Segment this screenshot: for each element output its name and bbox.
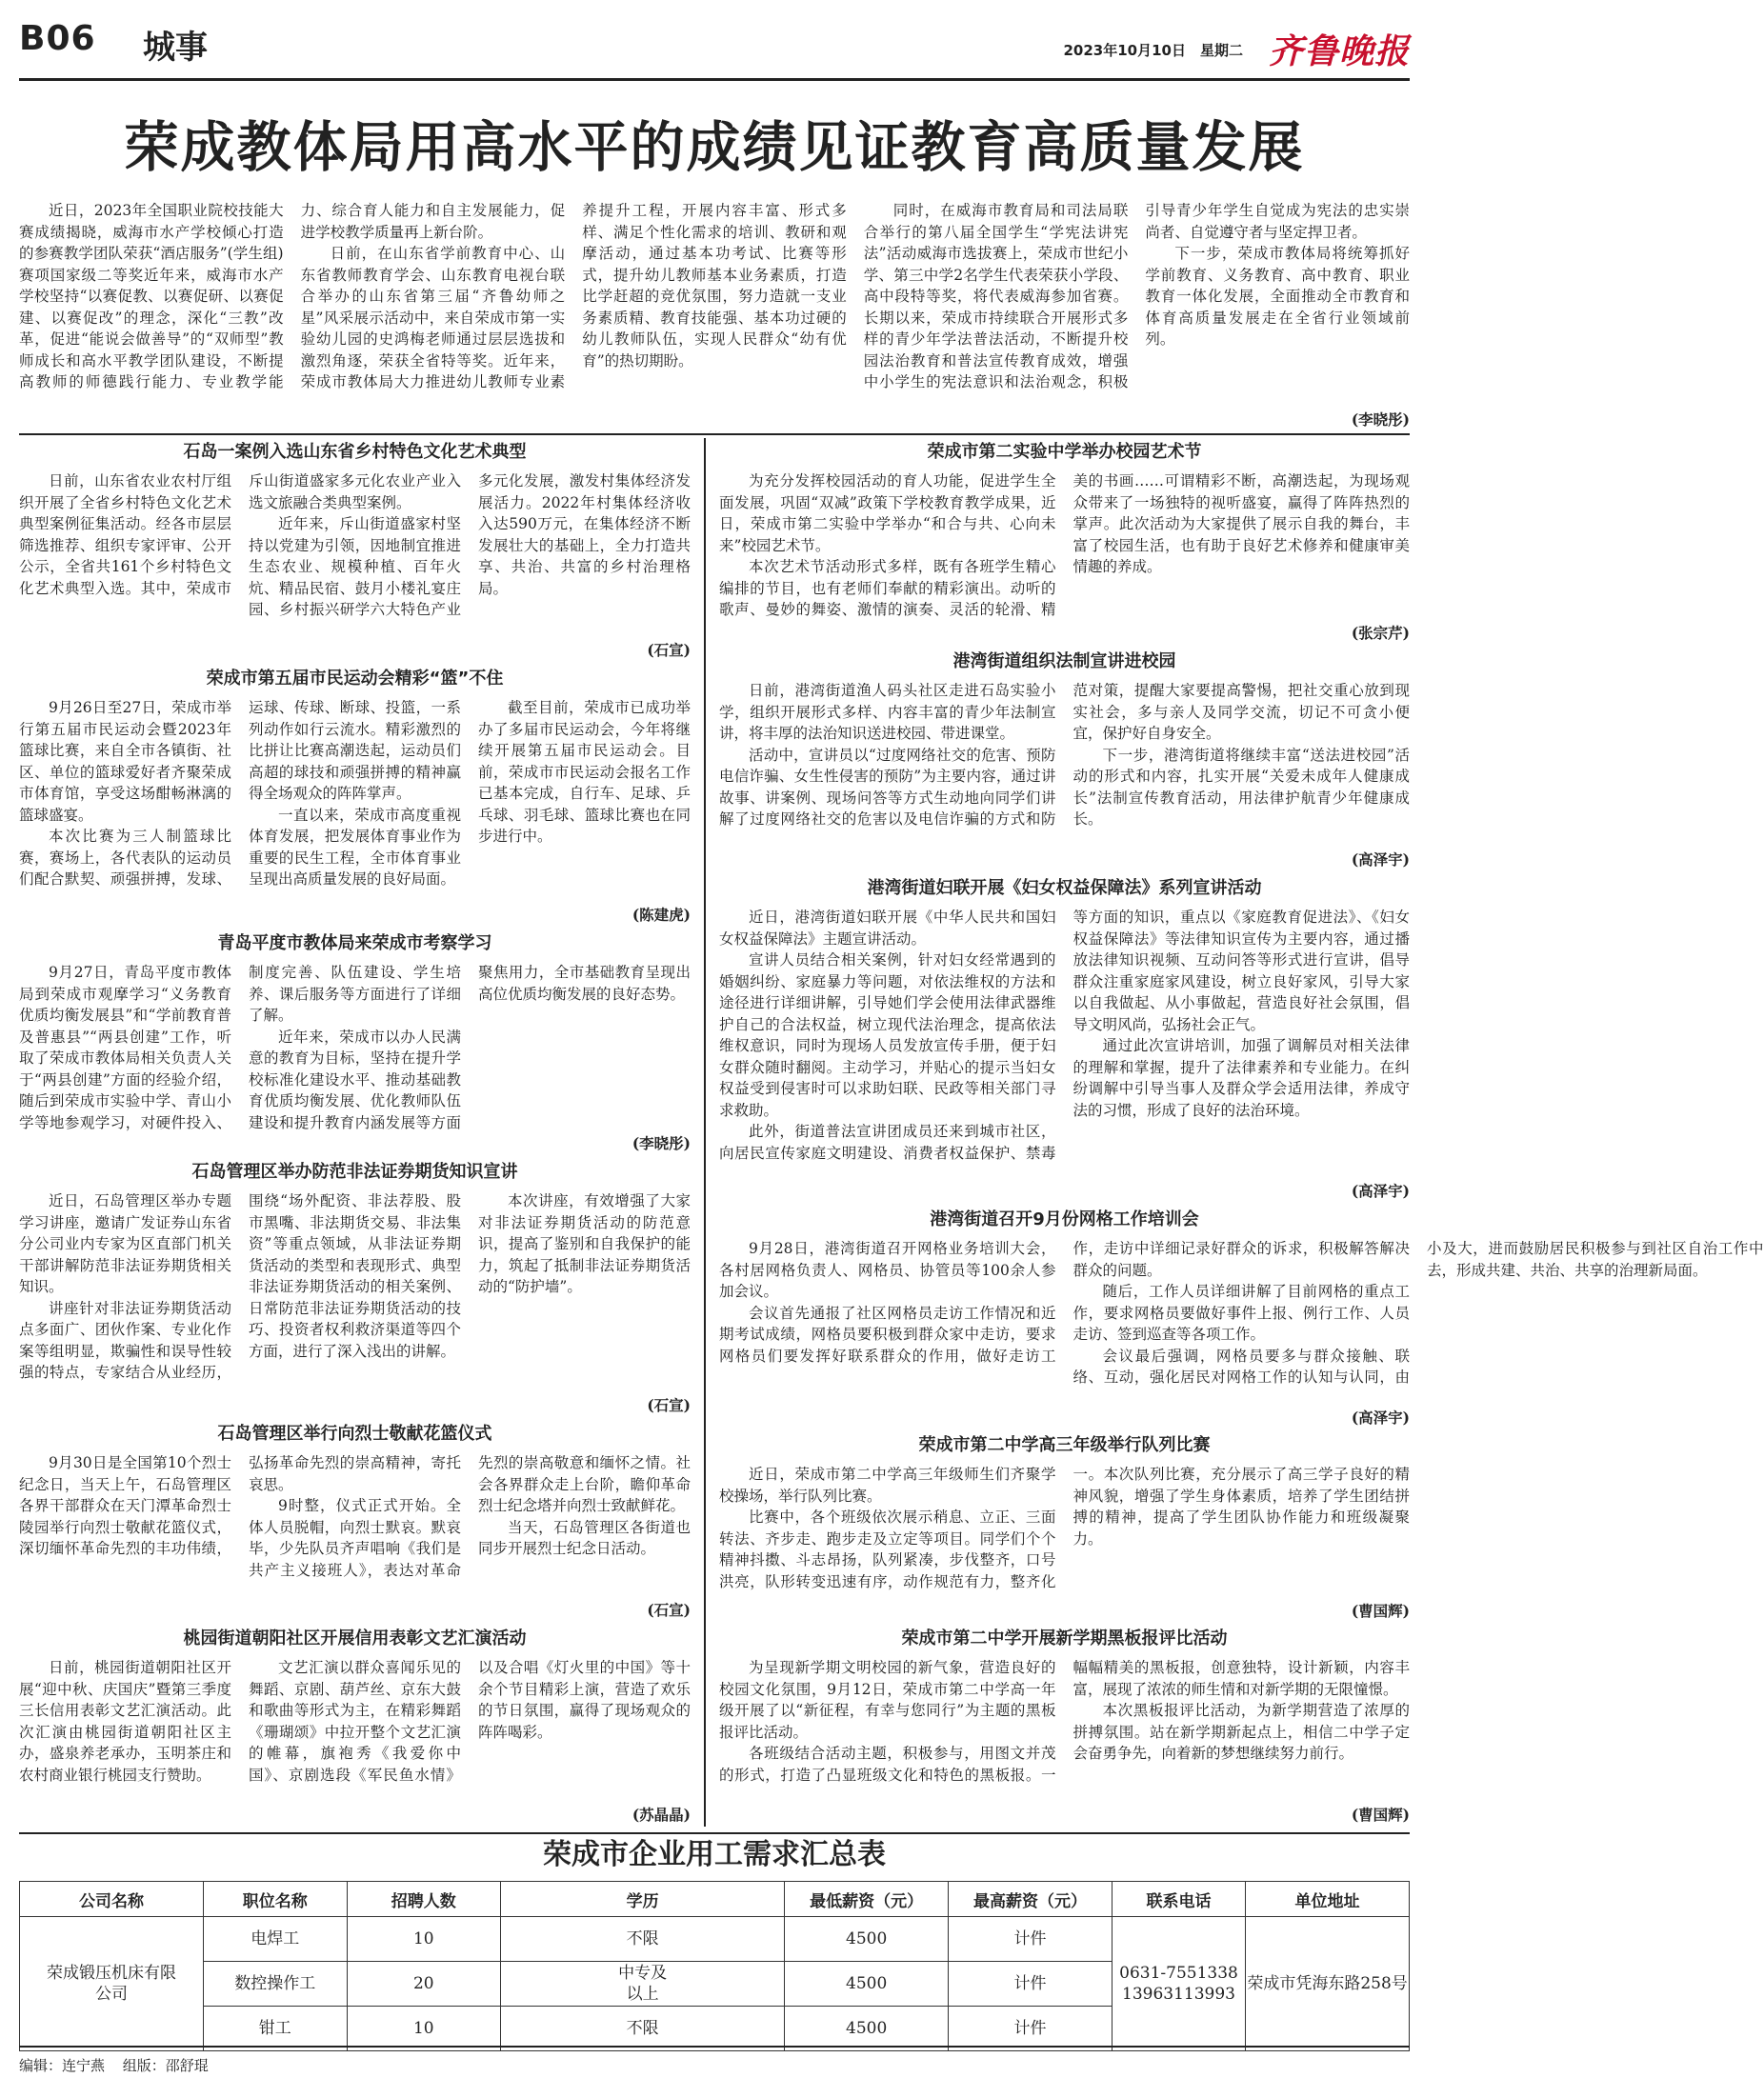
article-author: (李晓彤)	[1351, 410, 1410, 429]
paragraph: 随后，工作人员详细讲解了目前网格的重点工作，要求网格员要做好事件上报、例行工作、人员走访、签到巡查等各项工作。	[1072, 1283, 1410, 1343]
article-title: 港湾街道召开9月份网格工作培训会	[930, 1209, 1199, 1229]
column-header: 职位名称	[203, 1882, 347, 1917]
position-name: 数控操作工	[203, 1962, 347, 2007]
article-author: (曹国辉)	[1351, 1806, 1410, 1824]
article-title: 青岛平度市教体局来荣成市考察学习	[217, 933, 492, 953]
paragraph: 文艺汇演以群众喜闻乐见的舞蹈、京剧、葫芦丝、京东大鼓和歌曲等形式为主，在精彩舞蹈《珊瑚颂》中拉开整个文艺汇演的帷幕，旗袍秀《我爱你中国》、京剧选段《军民鱼水情》以及合唱《灯火里的中国》等十余个节目精彩上演，营造了欢乐的节日氛围，赢得了现场观众的阵阵喝彩。	[249, 1659, 691, 1784]
paragraph: 活动中，宣讲员以“过度网络社交的危害、预防电信诈骗、女生性侵害的预防”为主要内容，通过讲故事、讲案例、现场问答等方式生动地向同学们讲解了过度网络社交的危害以及电信诈骗的方式和防范对策，提醒大家要提高警惕，把社交重心放到现实社会，多与亲人及同学交流，切记不可贪小便宜，保护好自身安全。	[719, 682, 1410, 828]
paragraph: 9时整，仪式正式开始。全体人员脱帽，向烈士默哀。默哀毕，少先队员齐声唱响《我们是共产主义接班人》，表达对革命先烈的崇高敬意和缅怀之情。社会各界群众走上台阶，瞻仰革命烈士纪念塔并向烈士致献鲜花。	[249, 1454, 691, 1579]
article	[19, 931, 691, 1155]
article	[19, 1627, 691, 1827]
paragraph: 此外，街道普法宣讲团成员还来到城市社区，向居民宣传家庭文明建设、消费者权益保护、禁毒等方面的知识，重点以《家庭教育促进法》、《妇女权益保障法》等法律知识宣传为主要内容，通过播放法律知识视频、互动问答等形式进行宣讲，倡导群众注重家庭家风建设，树立良好家风，引导大家以自我做起、从小事做起，营造良好社会氛围，倡导文明风尚，弘扬社会正气。	[719, 909, 1410, 1162]
article	[719, 1433, 1410, 1622]
article-author: (张宗芹)	[1351, 624, 1410, 642]
lead-article	[19, 200, 1410, 430]
article-author: (曹国辉)	[1351, 1602, 1410, 1620]
paragraph: 日前，山东省农业农村厅组织开展了全省乡村特色文化艺术典型案例征集活动。经各市层层筛选推荐、组织专家评审、公开公示，全省共161个乡村特色文化艺术典型入选。其中，荣成市斥山街道盛家多元化农业产业入选文旅融合类典型案例。	[19, 472, 461, 597]
article	[719, 876, 1410, 1202]
paragraph: 日前，桃园街道朝阳社区开展“迎中秋、庆国庆”暨第三季度三长信用表彰文艺汇演活动。此次汇演由桃园街道朝阳社区主办，盛泉养老承办，玉明茶庄和农村商业银行桃园支行赞助。	[19, 1659, 231, 1784]
paragraph: 下一步，荣成市教体局将统筹抓好学前教育、义务教育、高中教育、职业教育一体化发展，全面推动全市教育和体育高质量发展走在全省行业领域前列。	[1145, 245, 1410, 348]
article-title: 桃园街道朝阳社区开展信用表彰文艺汇演活动	[183, 1628, 527, 1648]
article-title: 石岛管理区举行向烈士敬献花篮仪式	[217, 1424, 492, 1444]
article-title: 石岛管理区举办防范非法证券期货知识宣讲	[191, 1162, 518, 1182]
page-number: B06	[19, 19, 96, 58]
paragraph: 一直以来，荣成市高度重视体育发展，把发展体育事业作为重要的民生工程，全市体育事业呈现出高质量发展的良好局面。	[249, 806, 461, 888]
max-salary: 计件	[949, 1962, 1113, 2007]
max-salary: 计件	[949, 1917, 1113, 1962]
jobs-table-title: 荣成市企业用工需求汇总表	[543, 1838, 886, 1871]
article-author: (苏晶晶)	[631, 1806, 691, 1824]
column-divider	[704, 438, 706, 1827]
company-address: 荣成市凭海东路258号	[1246, 1917, 1410, 2051]
article	[719, 1208, 1764, 1429]
lead-article-body	[19, 200, 1410, 410]
article-author: (高泽宇)	[1351, 850, 1410, 869]
column-header: 学历	[500, 1882, 784, 1917]
page-header	[19, 0, 1410, 81]
paragraph: 近日，荣成市第二中学高三年级师生们齐聚学校操场，举行队列比赛。	[719, 1466, 1056, 1505]
section-divider	[19, 433, 1410, 435]
paragraph: 日前，在山东省学前教育中心、山东省教师教育学会、山东教育电视台联合举办的山东省第三届“齐鲁幼师之星”风采展示活动中，来自荣成市第一实验幼儿园的史鸿梅老师通过层层选拔和激烈角逐，荣获全省特等奖。近年来，荣成市教体局大力推进幼儿教师专业素养提升工程，开展内容丰富、形式多样、满足个性化需求的培训、教研和观摩活动，通过基本功考试、比赛等形式，提升幼儿教师基本业务素质，打造比学赶超的竞优氛围，努力造就一支业务素质精、教育技能强、基本功过硬的幼儿教师队伍，实现人民群众“幼有优育”的热切期盼。	[300, 202, 847, 390]
article-body	[19, 697, 691, 905]
paragraph: 截至目前，荣成市已成功举办了多届市民运动会，今年将继续开展第五届市民运动会。目前，荣成市市民运动会报名工作已基本完成，自行车、足球、乒乓球、羽毛球、篮球比赛也在同步进行中。	[478, 699, 691, 845]
paragraph: 近年来，荣成市以办人民满意的教育为目标，坚持在提升学校标准化建设水平、推动基础教育优质均衡发展、优化教师队伍建设和提升教育内涵发展等方面聚焦用力，全市基础教育呈现出高位优质均衡发展的良好态势。	[249, 964, 691, 1131]
paragraph: 近年来，斥山街道盛家村坚持以党建为引领，因地制宜推进生态农业、规模种植、百年火炕、精品民宿、鼓月小楼礼宴庄园、乡村振兴研学六大特色产业多元化发展，激发村集体经济发展活力。2022年村集体经济收入达590万元，在集体经济不断发展壮大的基础上，全力打造共享、共治、共富的乡村治理格局。	[249, 472, 691, 618]
article	[719, 649, 1410, 870]
paragraph: 同时，在威海市教育局和司法局联合举行的第八届全国学生“学宪法讲宪法”活动威海市选拔赛上，荣成市世纪小学、第三中学2名学生代表荣获小学段、高中段特等奖，将代表威海参加省赛。长期以来，荣成市持续联合开展形式多样的青少年学法普法活动，不断提升校园法治教育和普法宣传教育成效，增强中小学生的宪法意识和法治观念，积极引导青少年学生自觉成为宪法的忠实崇尚者、自觉遵守者与坚定捍卫者。	[863, 202, 1410, 390]
article-title: 荣成市第二中学高三年级举行队列比赛	[918, 1435, 1211, 1455]
min-salary: 4500	[785, 1917, 949, 1962]
hire-count: 20	[347, 1962, 500, 2007]
position-name: 电焊工	[203, 1917, 347, 1962]
article-title: 荣成市第五届市民运动会精彩“篮”不住	[206, 669, 504, 689]
paragraph: 9月30日是全国第10个烈士纪念日，当天上午，石岛管理区各界干部群众在天门潭革命烈士陵园举行向烈士敬献花篮仪式，深切缅怀革命先烈的丰功伟绩，弘扬革命先烈的崇高精神，寄托哀思。	[19, 1454, 461, 1557]
article-title: 石岛一案例入选山东省乡村特色文化艺术典型	[183, 442, 527, 462]
hire-count: 10	[347, 2007, 500, 2051]
article	[719, 1627, 1410, 1827]
issue-date: 2023年10月10日 星期二	[1063, 42, 1243, 59]
article-author: (石宣)	[647, 1601, 691, 1619]
article-author: (石宣)	[647, 1396, 691, 1414]
column-header: 联系电话	[1112, 1882, 1245, 1917]
article-body	[19, 962, 691, 1133]
article-title: 港湾街道组织法制宣讲进校园	[952, 651, 1176, 671]
article-title: 荣成市第二实验中学举办校园艺术节	[927, 442, 1202, 462]
paragraph: 通过此次宣讲培训，加强了调解员对相关法律的理解和掌握，提升了法律素养和专业能力。在纠纷调解中引导当事人及群众学会适用法律，养成守法的习惯，形成了良好的法治环境。	[1072, 1037, 1410, 1119]
article-body	[719, 1657, 1410, 1805]
article-title: 荣成市第二中学开展新学期黑板报评比活动	[901, 1628, 1228, 1648]
hire-count: 10	[347, 1917, 500, 1962]
paragraph: 近日，石岛管理区举办专题学习讲座，邀请广发证券山东省分公司业内专家为区直部门机关干部讲解防范非法证券期货相关知识。	[19, 1192, 231, 1295]
paragraph: 会议首先通报了社区网格员走访工作情况和近期考试成绩，网格员要积极到群众家中走访，要求网格员们要发挥好联系群众的作用，做好走访工作，走访中详细记录好群众的诉求，积极解答解决群众的问题。	[719, 1240, 1410, 1365]
position-name: 钳工	[203, 2007, 347, 2051]
paragraph: 当天，石岛管理区各街道也同步开展烈士纪念日活动。	[478, 1518, 691, 1557]
column-header: 最高薪资（元）	[949, 1882, 1113, 1917]
editor-credit: 编辑：连宁燕	[19, 2057, 106, 2074]
article	[19, 667, 691, 926]
section-divider	[19, 1832, 1410, 1834]
article-body	[19, 470, 691, 640]
paragraph: 日前，港湾街道渔人码头社区走进石岛实验小学，组织开展形式多样、内容丰富的青少年法制宣讲，将丰厚的法治知识送进校园、带进课堂。	[719, 682, 1056, 742]
article	[19, 1160, 691, 1417]
jobs-table	[19, 1881, 1410, 2051]
education: 不限	[500, 2007, 784, 2051]
paragraph: 讲座针对非法证券期货活动点多面广、团伙作案、专业化作案等组明显，欺骗性和误导性较强的特点，专家结合从业经历，围绕“场外配资、非法荐股、股市黑嘴、非法期货交易、非法集资”等重点领域，从非法证券期货活动的类型和表现形式、典型非法证券期货活动的相关案例、日常防范非法证券期货活动的技巧、投资者权利救济渠道等四个方面，进行了深入浅出的讲解。	[19, 1192, 461, 1381]
paragraph: 近日，2023年全国职业院校技能大赛成绩揭晓，威海市水产学校倾心打造的参赛教学团队荣获“酒店服务”(学生组)赛项国家级二等奖近年来，威海市水产学校坚持“以赛促教、以赛促研、以赛促建、以赛促改”的理念，深化“三教”改革，促进“能说会做善导”的“双师型”教师成长和高水平教学团队建设，不断提高教师的师德践行能力、专业教学能力、综合育人能力和自主发展能力，促进学校教学质量再上新台阶。	[19, 202, 566, 390]
table-header-row	[20, 1882, 1410, 1917]
paragraph: 各班级结合活动主题，积极参与，用图文并茂的形式，打造了凸显班级文化和特色的黑板报。一幅幅精美的黑板报，创意独特，设计新颖，内容丰富，展现了浓浓的师生情和对新学期的无限憧憬。	[719, 1659, 1410, 1784]
main-headline: 荣成教体局用高水平的成绩见证教育高质量发展	[124, 116, 1305, 179]
paragraph: 下一步，港湾街道将继续丰富“送法进校园”活动的形式和内容，扎实开展“关爱未成年人健康成长”法制宣传教育活动，用法律护航青少年健康成长。	[1072, 746, 1410, 828]
article-author: (陈建虎)	[631, 906, 691, 924]
article	[19, 1422, 691, 1622]
paragraph: 本次讲座，有效增强了大家对非法证券期货活动的防范意识，提高了鉴别和自我保护的能力，筑起了抵制非法证券期货活动的“防护墙”。	[478, 1192, 691, 1295]
article-body	[19, 1657, 691, 1805]
paragraph: 本次艺术节活动形式多样，既有各班学生精心编排的节目，也有老师们奉献的精彩演出。动听的歌声、曼妙的舞姿、激情的演奏、灵活的轮滑、精美的书画……可谓精彩不断，高潮迭起，为现场观众带来了一场独特的视听盛宴，赢得了阵阵热烈的掌声。此次活动为大家提供了展示自我的舞台，丰富了校园生活，也有助于良好艺术修养和健康审美情趣的养成。	[719, 472, 1410, 618]
education: 不限	[500, 1917, 784, 1962]
min-salary: 4500	[785, 1962, 949, 2007]
paragraph: 宣讲人员结合相关案例，针对妇女经常遇到的婚姻纠纷、家庭暴力等问题，对依法维权的方法和途径进行详细讲解，引导她们学会使用法律武器维护自己的合法权益，树立现代法治理念，提高依法维权意识，同时为现场人员发放宣传手册，便于妇女群众随时翻阅。主动学习，并贴心的提示当妇女权益受到侵害时可以求助妇联、民政等相关部门寻求救助。	[719, 951, 1056, 1119]
paragraph: 为呈现新学期文明校园的新气象，营造良好的校园文化氛围，9月12日，荣成市第二中学高一年级开展了以“新征程，有幸与您同行”为主题的黑板报评比活动。	[719, 1659, 1056, 1741]
footer-divider	[19, 2046, 1410, 2048]
table-row	[20, 1917, 1410, 1962]
article	[19, 440, 691, 661]
min-salary: 4500	[785, 2007, 949, 2051]
article-body	[19, 1190, 691, 1395]
column-header: 单位地址	[1246, 1882, 1410, 1917]
education: 中专及 以上	[500, 1962, 784, 2007]
paragraph: 比赛中，各个班级依次展示稍息、立正、三面转法、齐步走、跑步走及立定等项目。同学们个个精神抖擞、斗志昂扬，队列紧凑，步伐整齐，口号洪亮，队形转变迅速有序，动作规范有力，整齐化一。本次队列比赛，充分展示了高三学子良好的精神风貌，增强了学生身体素质，培养了学生团结拼搏的精神，提高了学生团队协作能力和班级凝聚力。	[719, 1466, 1410, 1590]
paragraph: 9月28日，港湾街道召开网格业务培训大会，各村居网格负责人、网格员、协管员等100余人参加会议。	[719, 1240, 1056, 1300]
paragraph: 本次比赛为三人制篮球比赛，赛场上，各代表队的运动员们配合默契、顽强拼搏，发球、运球、传球、断球、投篮，一系列动作如行云流水。精彩激烈的比拼让比赛高潮迭起，运动员们高超的球技和顽强拼搏的精神赢得全场观众的阵阵掌声。	[19, 699, 461, 888]
article-body	[719, 470, 1410, 623]
paragraph: 近日，港湾街道妇联开展《中华人民共和国妇女权益保障法》主题宣讲活动。	[719, 909, 1056, 948]
paragraph: 会议最后强调，网格员要多与群众接触、联络、互动，强化居民对网格工作的认知与认同，由小及大，进而鼓励居民积极参与到社区自治工作中去，形成共建、共治、共享的治理新局面。	[1072, 1240, 1764, 1386]
article-body	[719, 680, 1410, 849]
section-name: 城事	[143, 29, 208, 67]
contact-phone: 0631-7551338 13963113993	[1112, 1917, 1245, 2051]
newspaper-logo: 齐鲁晚报	[1268, 31, 1410, 71]
column-header: 公司名称	[20, 1882, 204, 1917]
article-author: (石宣)	[647, 641, 691, 659]
article-author: (高泽宇)	[1351, 1182, 1410, 1200]
column-header: 招聘人数	[347, 1882, 500, 1917]
column-header: 最低薪资（元）	[785, 1882, 949, 1917]
article-body	[719, 1464, 1410, 1601]
paragraph: 9月27日，青岛平度市教体局到荣成市观摩学习“义务教育优质均衡发展县”和“学前教育普及普惠县”“两县创建”工作，听取了荣成市教体局相关负责人关于“两县创建”方面的经验介绍，随后到荣成市实验中学、青山小学等地参观学习，对硬件投入、制度完善、队伍建设、学生培养、课后服务等方面进行了详细了解。	[19, 964, 461, 1131]
max-salary: 计件	[949, 2007, 1113, 2051]
article-author: (李晓彤)	[631, 1134, 691, 1152]
article	[719, 440, 1410, 645]
article-body	[719, 1238, 1764, 1408]
designer-credit: 组版：邵舒琨	[122, 2057, 209, 2074]
article-title: 港湾街道妇联开展《妇女权益保障法》系列宣讲活动	[867, 878, 1262, 898]
paragraph: 9月26日至27日，荣成市举行第五届市民运动会暨2023年篮球比赛，来自全市各镇街、社区、单位的篮球爱好者齐聚荣成市体育馆，享受这场酣畅淋漓的篮球盛宴。	[19, 699, 231, 824]
paragraph: 本次黑板报评比活动，为新学期营造了浓厚的拼搏氛围。站在新学期新起点上，相信二中学子定会奋勇争先，向着新的梦想继续努力前行。	[1072, 1702, 1410, 1762]
paragraph: 为充分发挥校园活动的育人功能，促进学生全面发展，巩固“双减”政策下学校教育教学成果，近日，荣成市第二实验中学举办“和合与共、心向未来”校园艺术节。	[719, 472, 1056, 554]
article-body	[19, 1452, 691, 1600]
article-author: (高泽宇)	[1351, 1409, 1410, 1427]
company-name: 荣成锻压机床有限公司	[20, 1917, 204, 2051]
page-footer	[19, 2055, 222, 2075]
article-body	[719, 907, 1410, 1181]
